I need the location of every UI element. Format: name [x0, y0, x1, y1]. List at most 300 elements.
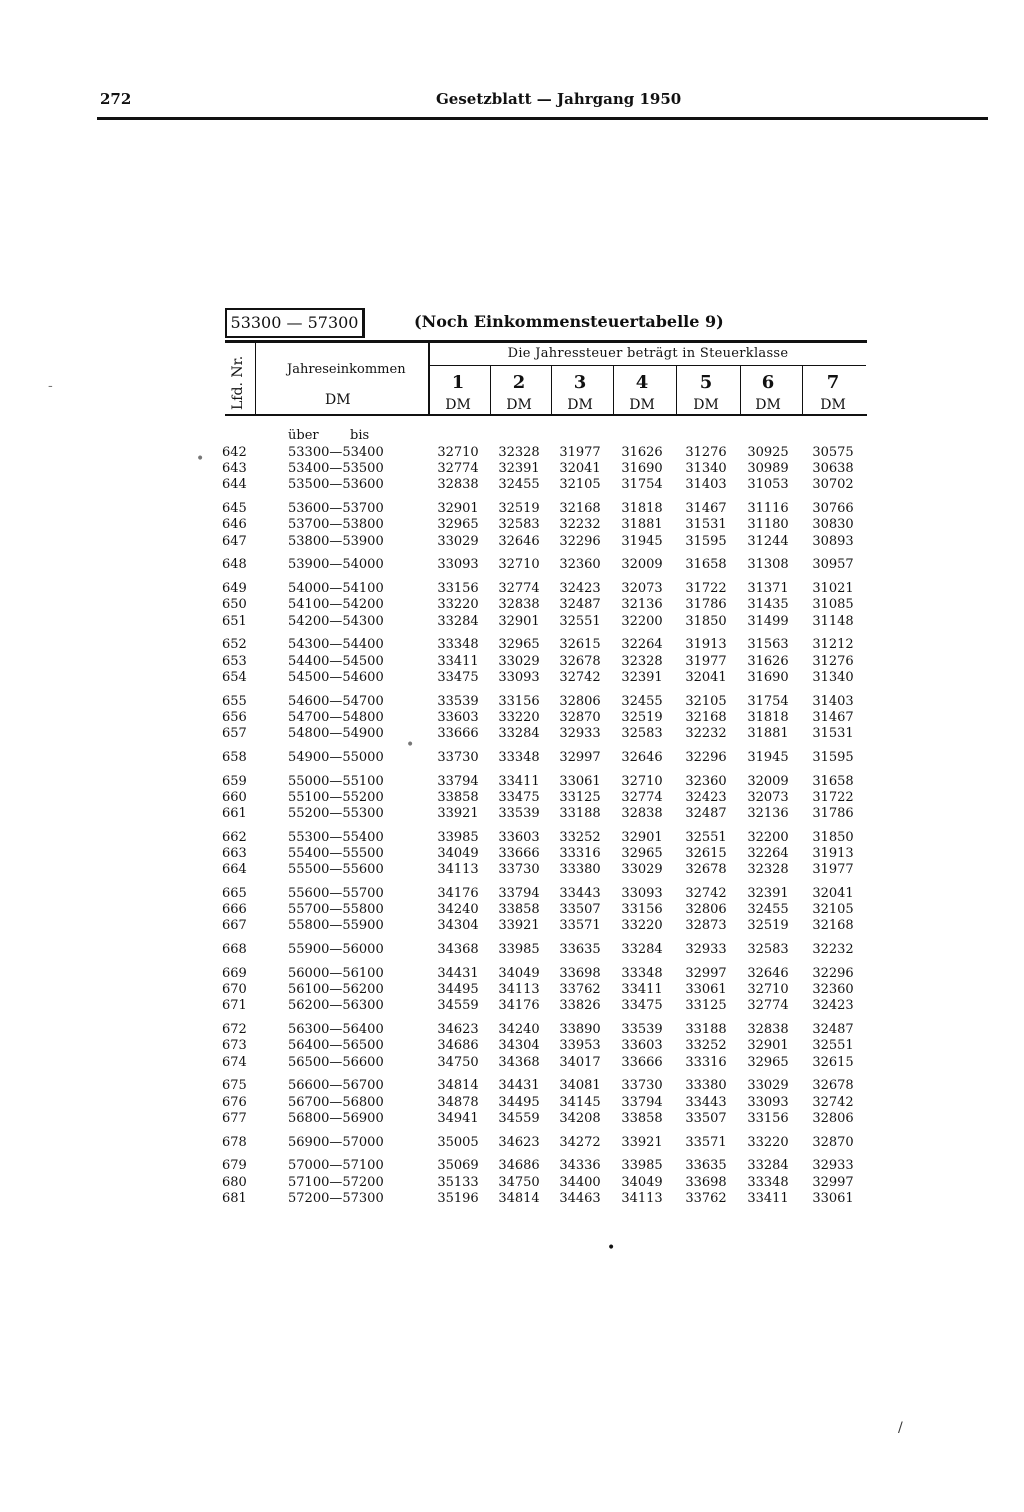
- table-row: [0, 614, 1024, 630]
- table-row: [0, 774, 1024, 790]
- income-range: 53500—53600: [288, 477, 384, 493]
- tax-value: 33061: [559, 773, 601, 789]
- tax-value: 33571: [559, 918, 601, 934]
- tax-value: 33029: [437, 533, 479, 549]
- tax-value: 34814: [437, 1078, 479, 1094]
- tax-value: 32455: [621, 693, 663, 709]
- tax-value: 34049: [437, 846, 479, 861]
- income-range: 54700—54800: [288, 709, 384, 725]
- table-row: [0, 998, 1024, 1014]
- class-number: 2: [512, 372, 526, 393]
- tax-value: 33156: [621, 902, 663, 918]
- table-row: [0, 597, 1024, 613]
- tax-value: 33666: [498, 846, 540, 861]
- row-number: 644: [222, 477, 247, 493]
- table-row: [0, 557, 1024, 573]
- tax-value: 32105: [812, 902, 854, 918]
- tax-value: 33188: [685, 1022, 727, 1038]
- tax-value: 31499: [747, 613, 789, 629]
- income-range: 53700—53800: [288, 517, 384, 533]
- tax-value: 33156: [747, 1110, 789, 1126]
- income-range: 55400—55500: [288, 846, 384, 861]
- tax-value: 32551: [812, 1038, 854, 1054]
- class-number: 3: [573, 372, 587, 393]
- class-number: 7: [826, 372, 840, 393]
- row-number: 658: [222, 749, 247, 765]
- scan-speck: /: [898, 1420, 903, 1436]
- tax-value: 31626: [747, 653, 789, 669]
- tax-value: 33698: [559, 966, 601, 981]
- range-from-label: über: [288, 428, 319, 443]
- tax-value: 32806: [812, 1110, 854, 1126]
- income-range: 54100—54200: [288, 597, 384, 613]
- row-number: 651: [222, 613, 247, 629]
- tax-value: 34559: [498, 1110, 540, 1126]
- tax-value: 33220: [498, 709, 540, 725]
- tax-value: 32965: [747, 1054, 789, 1070]
- tax-value: 32519: [621, 709, 663, 725]
- table-row: [0, 1175, 1024, 1191]
- tax-value: 32073: [621, 581, 663, 597]
- tax-value: 33348: [747, 1174, 789, 1190]
- tax-value: 33411: [747, 1190, 789, 1206]
- class-unit: DM: [445, 397, 471, 413]
- table-row: [0, 670, 1024, 686]
- tax-value: 33985: [498, 942, 540, 958]
- tax-value: 34559: [437, 998, 479, 1014]
- tax-value: 32136: [621, 597, 663, 613]
- row-number: 668: [222, 942, 247, 958]
- tax-value: 32423: [812, 998, 854, 1014]
- tax-value: 32774: [621, 789, 663, 805]
- tax-value: 30925: [747, 445, 789, 460]
- col-income-label: Jahreseinkommen: [287, 362, 406, 377]
- tax-value: 33475: [621, 998, 663, 1014]
- tax-value: 34431: [498, 1078, 540, 1094]
- tax-value: 33794: [437, 773, 479, 789]
- tax-value: 32615: [559, 637, 601, 653]
- tax-value: 32455: [747, 902, 789, 918]
- tax-value: 32870: [812, 1134, 854, 1150]
- table-row: [0, 654, 1024, 670]
- row-number: 649: [222, 581, 247, 597]
- table-row: [0, 534, 1024, 550]
- income-range: 53600—53700: [288, 501, 384, 517]
- tax-value: 34081: [559, 1078, 601, 1094]
- tax-value: 33858: [621, 1110, 663, 1126]
- tax-value: 33539: [621, 1022, 663, 1038]
- tax-value: 33348: [498, 749, 540, 765]
- tax-value: 34878: [437, 1094, 479, 1110]
- income-range: 56300—56400: [288, 1022, 384, 1038]
- tax-value: 34176: [498, 998, 540, 1014]
- tax-value: 34240: [437, 902, 479, 918]
- tax-value: 31148: [812, 613, 854, 629]
- tax-value: 32487: [685, 806, 727, 821]
- tax-value: 31722: [812, 789, 854, 805]
- tax-value: 32933: [812, 1158, 854, 1174]
- col-nr-label: Lfd. Nr.: [230, 355, 246, 410]
- class-number: 6: [761, 372, 775, 393]
- tax-value: 32328: [621, 653, 663, 669]
- table-row: [0, 726, 1024, 742]
- row-number: 664: [222, 862, 247, 878]
- table-head-bottom-rule: [225, 414, 867, 416]
- table-row: [0, 1158, 1024, 1174]
- tax-value: 31340: [685, 461, 727, 477]
- tax-value: 33666: [437, 726, 479, 741]
- table-top-rule: [225, 340, 867, 343]
- income-range: 53900—54000: [288, 557, 384, 573]
- tax-value: 34686: [498, 1158, 540, 1174]
- tax-value: 32487: [812, 1022, 854, 1038]
- tax-value: 30957: [812, 557, 854, 573]
- row-number: 663: [222, 846, 247, 861]
- tax-value: 33539: [498, 806, 540, 821]
- income-range: 53400—53500: [288, 461, 384, 477]
- income-range: 55900—56000: [288, 942, 384, 958]
- tax-value: 32646: [498, 533, 540, 549]
- tax-value: 32073: [747, 789, 789, 805]
- table-row: [0, 1111, 1024, 1127]
- table-row: [0, 846, 1024, 862]
- income-range: 55000—55100: [288, 773, 384, 789]
- table-row: [0, 461, 1024, 477]
- tax-value: 31786: [812, 806, 854, 821]
- row-number: 653: [222, 653, 247, 669]
- table-row: [0, 637, 1024, 653]
- tax-value: 31690: [747, 669, 789, 685]
- tax-value: 31722: [685, 581, 727, 597]
- row-number: 643: [222, 461, 247, 477]
- tax-value: 32041: [559, 461, 601, 477]
- tax-value: 34336: [559, 1158, 601, 1174]
- tax-value: 31276: [812, 653, 854, 669]
- row-number: 670: [222, 982, 247, 998]
- income-range: 55100—55200: [288, 789, 384, 805]
- income-range: 56900—57000: [288, 1134, 384, 1150]
- tax-value: 32487: [559, 597, 601, 613]
- class-unit: DM: [567, 397, 593, 413]
- table-row: [0, 1022, 1024, 1038]
- income-range: 54800—54900: [288, 726, 384, 741]
- tax-value: 33348: [437, 637, 479, 653]
- tax-value: 34814: [498, 1190, 540, 1206]
- tax-value: 32583: [747, 942, 789, 958]
- income-range: 57000—57100: [288, 1158, 384, 1174]
- tax-value: 31945: [621, 533, 663, 549]
- tax-value: 32168: [559, 501, 601, 517]
- tax-value: 31818: [621, 501, 663, 517]
- row-number: 665: [222, 886, 247, 901]
- tax-value: 33985: [621, 1158, 663, 1174]
- income-range: 54600—54700: [288, 693, 384, 709]
- tax-value: 32678: [559, 653, 601, 669]
- table-row: [0, 806, 1024, 822]
- tax-value: 32551: [685, 829, 727, 845]
- tax-value: 32838: [498, 597, 540, 613]
- tax-value: 31467: [812, 709, 854, 725]
- table-row: [0, 694, 1024, 710]
- tax-value: 33475: [498, 789, 540, 805]
- tax-value: 34495: [437, 982, 479, 998]
- tax-value: 31913: [812, 846, 854, 861]
- income-range: 53300—53400: [288, 445, 384, 460]
- tax-value: 32901: [437, 501, 479, 517]
- tax-value: 32105: [685, 693, 727, 709]
- table-row: [0, 1038, 1024, 1054]
- scan-speck: -: [48, 378, 53, 394]
- tax-value: 34750: [437, 1054, 479, 1070]
- tax-value: 31531: [812, 726, 854, 741]
- tax-value: 34400: [559, 1174, 601, 1190]
- table-range-box: 53300 — 57300: [225, 308, 365, 338]
- tax-value: 32583: [498, 517, 540, 533]
- tax-value: 33666: [621, 1054, 663, 1070]
- tax-value: 32838: [621, 806, 663, 821]
- tax-value: 33762: [559, 982, 601, 998]
- tax-value: 33284: [621, 942, 663, 958]
- row-number: 667: [222, 918, 247, 934]
- tax-value: 32391: [747, 886, 789, 901]
- tax-value: 31276: [685, 445, 727, 460]
- tax-value: 34145: [559, 1094, 601, 1110]
- tax-value: 34368: [437, 942, 479, 958]
- tax-value: 34113: [437, 862, 479, 878]
- tax-value: 33921: [498, 918, 540, 934]
- row-number: 676: [222, 1094, 247, 1110]
- row-number: 648: [222, 557, 247, 573]
- tax-value: 33252: [559, 829, 601, 845]
- row-number: 662: [222, 829, 247, 845]
- tax-value: 32423: [685, 789, 727, 805]
- class-number: 5: [699, 372, 713, 393]
- tax-value: 33316: [685, 1054, 727, 1070]
- tax-value: 31180: [747, 517, 789, 533]
- tax-value: 32391: [621, 669, 663, 685]
- tax-value: 31658: [812, 773, 854, 789]
- tax-value: 32136: [747, 806, 789, 821]
- table-title: (Noch Einkommensteuertabelle 9): [414, 312, 724, 331]
- tax-value: 33762: [685, 1190, 727, 1206]
- table-row: [0, 830, 1024, 846]
- col-income-unit: DM: [325, 392, 351, 408]
- tax-value: 32328: [498, 445, 540, 460]
- tax-value: 34463: [559, 1190, 601, 1206]
- income-range: 56000—56100: [288, 966, 384, 981]
- tax-value: 33220: [621, 918, 663, 934]
- tax-value: 33220: [747, 1134, 789, 1150]
- row-number: 657: [222, 726, 247, 741]
- tax-value: 34304: [498, 1038, 540, 1054]
- row-number: 656: [222, 709, 247, 725]
- income-range: 57100—57200: [288, 1174, 384, 1190]
- table-row: [0, 445, 1024, 461]
- tax-value: 33156: [498, 693, 540, 709]
- tax-value: 33125: [559, 789, 601, 805]
- tax-value: 31563: [747, 637, 789, 653]
- tax-value: 32328: [747, 862, 789, 878]
- table-row: [0, 1095, 1024, 1111]
- tax-value: 31658: [685, 557, 727, 573]
- tax-value: 32264: [747, 846, 789, 861]
- classes-header: Die Jahressteuer beträgt in Steuerklasse: [507, 346, 789, 361]
- tax-value: 32615: [812, 1054, 854, 1070]
- tax-value: 33921: [621, 1134, 663, 1150]
- tax-value: 33539: [437, 693, 479, 709]
- tax-value: 32901: [747, 1038, 789, 1054]
- tax-value: 32997: [812, 1174, 854, 1190]
- tax-value: 33029: [498, 653, 540, 669]
- tax-value: 33921: [437, 806, 479, 821]
- tax-value: 33284: [498, 726, 540, 741]
- tax-value: 32997: [685, 966, 727, 981]
- class-unit: DM: [506, 397, 532, 413]
- tax-value: 31754: [747, 693, 789, 709]
- table-row: [0, 790, 1024, 806]
- tax-value: 33061: [812, 1190, 854, 1206]
- table-row: [0, 1078, 1024, 1094]
- tax-value: 32009: [747, 773, 789, 789]
- row-number: 681: [222, 1190, 247, 1206]
- income-range: 53800—53900: [288, 533, 384, 549]
- income-range: 56800—56900: [288, 1110, 384, 1126]
- tax-value: 32774: [437, 461, 479, 477]
- tax-value: 34941: [437, 1110, 479, 1126]
- tax-value: 32965: [437, 517, 479, 533]
- tax-value: 32678: [812, 1078, 854, 1094]
- tax-value: 32838: [747, 1022, 789, 1038]
- tax-value: 32551: [559, 613, 601, 629]
- scan-speck: •: [607, 1240, 616, 1256]
- income-range: 54000—54100: [288, 581, 384, 597]
- tax-value: 32296: [812, 966, 854, 981]
- tax-value: 32678: [685, 862, 727, 878]
- tax-value: 33380: [685, 1078, 727, 1094]
- tax-value: 34623: [437, 1022, 479, 1038]
- tax-value: 32391: [498, 461, 540, 477]
- row-number: 647: [222, 533, 247, 549]
- tax-value: 33029: [747, 1078, 789, 1094]
- tax-value: 33730: [621, 1078, 663, 1094]
- row-number: 654: [222, 669, 247, 685]
- tax-value: 33698: [685, 1174, 727, 1190]
- table-row: [0, 902, 1024, 918]
- tax-value: 32360: [685, 773, 727, 789]
- tax-value: 31371: [747, 581, 789, 597]
- row-number: 652: [222, 637, 247, 653]
- tax-value: 32455: [498, 477, 540, 493]
- row-number: 659: [222, 773, 247, 789]
- tax-value: 31021: [812, 581, 854, 597]
- tax-value: 31244: [747, 533, 789, 549]
- tax-value: 33890: [559, 1022, 601, 1038]
- tax-value: 32870: [559, 709, 601, 725]
- tax-value: 32360: [559, 557, 601, 573]
- tax-value: 32232: [812, 942, 854, 958]
- table-row: [0, 1135, 1024, 1151]
- tax-value: 33985: [437, 829, 479, 845]
- tax-value: 33443: [685, 1094, 727, 1110]
- tax-value: 32615: [685, 846, 727, 861]
- tax-value: 32168: [812, 918, 854, 934]
- income-range: 55700—55800: [288, 902, 384, 918]
- income-range: 55500—55600: [288, 862, 384, 878]
- tax-value: 31403: [812, 693, 854, 709]
- tax-value: 32901: [498, 613, 540, 629]
- tax-value: 33220: [437, 597, 479, 613]
- row-number: 675: [222, 1078, 247, 1094]
- row-number: 673: [222, 1038, 247, 1054]
- tax-value: 32710: [621, 773, 663, 789]
- income-range: 56100—56200: [288, 982, 384, 998]
- tax-value: 34686: [437, 1038, 479, 1054]
- income-range: 56600—56700: [288, 1078, 384, 1094]
- table-row: [0, 750, 1024, 766]
- income-range: 56200—56300: [288, 998, 384, 1014]
- tax-value: 31977: [685, 653, 727, 669]
- table-row: [0, 1055, 1024, 1071]
- income-range: 56500—56600: [288, 1054, 384, 1070]
- tax-value: 32965: [621, 846, 663, 861]
- tax-value: 33443: [559, 886, 601, 901]
- table-row: [0, 517, 1024, 533]
- tax-value: 32742: [559, 669, 601, 685]
- tax-value: 31977: [812, 862, 854, 878]
- tax-value: 31945: [747, 749, 789, 765]
- tax-value: 34495: [498, 1094, 540, 1110]
- tax-value: 33603: [437, 709, 479, 725]
- tax-value: 33156: [437, 581, 479, 597]
- tax-value: 33380: [559, 862, 601, 878]
- tax-value: 33507: [685, 1110, 727, 1126]
- table-row: [0, 581, 1024, 597]
- tax-value: 33061: [685, 982, 727, 998]
- tax-value: 32200: [621, 613, 663, 629]
- tax-value: 34049: [621, 1174, 663, 1190]
- tax-value: 31850: [685, 613, 727, 629]
- tax-value: 32360: [812, 982, 854, 998]
- tax-value: 30702: [812, 477, 854, 493]
- row-number: 677: [222, 1110, 247, 1126]
- class-unit: DM: [693, 397, 719, 413]
- tax-value: 34304: [437, 918, 479, 934]
- row-number: 666: [222, 902, 247, 918]
- row-number: 650: [222, 597, 247, 613]
- income-range: 54200—54300: [288, 613, 384, 629]
- tax-value: 30893: [812, 533, 854, 549]
- tax-value: 33730: [498, 862, 540, 878]
- tax-value: 30830: [812, 517, 854, 533]
- class-unit: DM: [820, 397, 846, 413]
- tax-value: 31116: [747, 501, 789, 517]
- tax-value: 31977: [559, 445, 601, 460]
- tax-value: 32264: [621, 637, 663, 653]
- tax-value: 32519: [498, 501, 540, 517]
- tax-value: 33475: [437, 669, 479, 685]
- tax-value: 32296: [559, 533, 601, 549]
- tax-value: 35196: [437, 1190, 479, 1206]
- table-row: [0, 982, 1024, 998]
- tax-value: 33603: [498, 829, 540, 845]
- income-range: 55600—55700: [288, 886, 384, 901]
- tax-value: 31403: [685, 477, 727, 493]
- tax-value: 33411: [621, 982, 663, 998]
- tax-value: 32742: [812, 1094, 854, 1110]
- row-number: 655: [222, 693, 247, 709]
- row-number: 680: [222, 1174, 247, 1190]
- tax-value: 33953: [559, 1038, 601, 1054]
